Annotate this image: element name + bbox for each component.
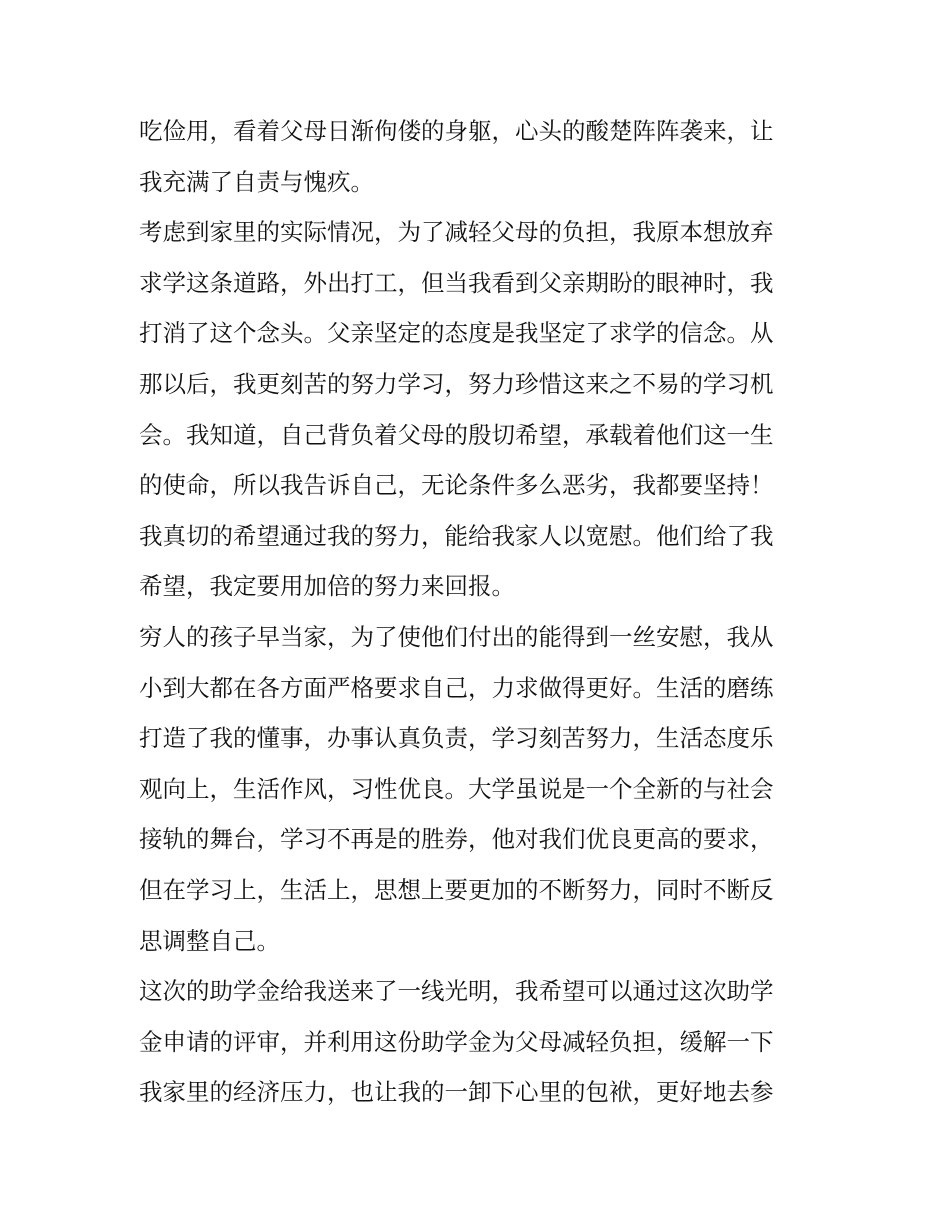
text-line: 会。我知道，自己背负着父母的殷切希望，承载着他们这一生 [139,420,774,449]
text-line: 我家里的经济压力，也让我的一卸下心里的包袱，更好地去参 [139,1078,774,1107]
text-line: 那以后，我更刻苦的努力学习，努力珍惜这来之不易的学习机 [139,369,774,398]
text-line: 我充满了自责与愧疚。 [139,167,374,196]
text-line: 打消了这个念头。父亲坚定的态度是我坚定了求学的信念。从 [139,319,774,348]
text-line: 接轨的舞台，学习不再是的胜券，他对我们优良更高的要求， [139,825,774,854]
text-line: 金申请的评审，并利用这份助学金为父母减轻负担，缓解一下 [139,1027,774,1056]
text-line: 我真切的希望通过我的努力，能给我家人以宽慰。他们给了我 [139,521,774,550]
text-line: 希望，我定要用加倍的努力来回报。 [139,572,515,601]
text-line: 求学这条道路，外出打工，但当我看到父亲期盼的眼神时，我 [139,268,774,297]
text-line: 小到大都在各方面严格要求自己，力求做得更好。生活的磨练 [139,673,774,702]
text-line: 的使命，所以我告诉自己，无论条件多么恶劣，我都要坚持！ [139,471,774,500]
text-line: 这次的助学金给我送来了一线光明，我希望可以通过这次助学 [139,977,774,1006]
text-line: 吃俭用，看着父母日渐佝偻的身躯，心头的酸楚阵阵袭来，让 [139,117,774,145]
text-line: 穷人的孩子早当家，为了使他们付出的能得到一丝安慰，我从 [139,622,774,651]
text-line: 思调整自己。 [139,926,280,955]
text-line: 考虑到家里的实际情况，为了减轻父母的负担，我原本想放弃 [139,218,774,247]
text-line: 但在学习上，生活上，思想上要更加的不断努力，同时不断反 [139,875,774,904]
document-body [139,106,819,1118]
text-line: 打造了我的懂事，办事认真负责，学习刻苦努力，生活态度乐 [139,724,774,753]
text-line: 观向上，生活作风，习性优良。大学虽说是一个全新的与社会 [139,774,774,803]
